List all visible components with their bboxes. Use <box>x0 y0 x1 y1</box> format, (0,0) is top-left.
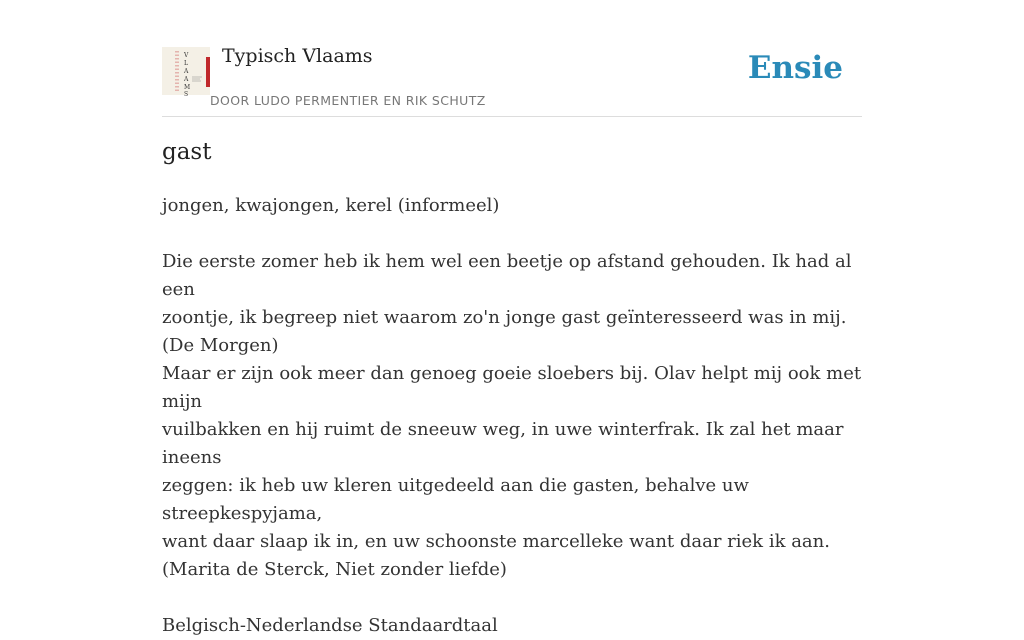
example-2-line: want daar slaap ik in, en uw schoonste marcelleke want daar riek ik aan. <box>162 531 830 552</box>
ensie-brand-link[interactable]: Ensie <box>747 50 843 86</box>
svg-text:L: L <box>184 60 188 67</box>
book-cover-logo[interactable] <box>162 47 210 98</box>
example-2-source: (Marita de Sterck, Niet zonder liefde) <box>162 559 507 580</box>
example-2-line: zeggen: ik heb uw kleren uitgedeeld aan die gasten, behalve uw streepkespyjama, <box>162 475 755 524</box>
entry-definition: jongen, kwajongen, kerel (informeel) <box>162 195 500 216</box>
dictionary-header <box>162 0 862 117</box>
entry-card <box>162 0 867 636</box>
svg-text:A: A <box>184 68 189 75</box>
entry-term: gast <box>162 139 212 165</box>
entry-language-label: Belgisch-Nederlandse Standaardtaal <box>162 615 498 636</box>
example-1-source: (De Morgen) <box>162 335 279 356</box>
entry-body <box>162 192 867 640</box>
paragraph-gap <box>162 584 862 612</box>
dictionary-title[interactable]: Typisch Vlaams <box>222 45 373 67</box>
svg-text:M: M <box>184 84 191 91</box>
example-1-line: zoontje, ik begreep niet waarom zo'n jonge gast geïnteresseerd was in mij. <box>162 307 847 328</box>
book-cover-icon <box>162 47 210 98</box>
example-2-line: vuilbakken en hij ruimt de sneeuw weg, in uwe winterfrak. Ik zal het maar ineens <box>162 419 850 468</box>
example-2-line: Maar er zijn ook meer dan genoeg goeie sloebers bij. Olav helpt mij ook met mijn <box>162 363 867 412</box>
paragraph-gap <box>162 220 862 248</box>
svg-text:S: S <box>184 91 189 98</box>
dictionary-authors: DOOR LUDO PERMENTIER EN RIK SCHUTZ <box>210 93 486 108</box>
svg-text:V: V <box>184 52 189 59</box>
svg-text:A: A <box>184 76 189 83</box>
example-1-line: Die eerste zomer heb ik hem wel een beetje op afstand gehouden. Ik had al een <box>162 251 858 300</box>
